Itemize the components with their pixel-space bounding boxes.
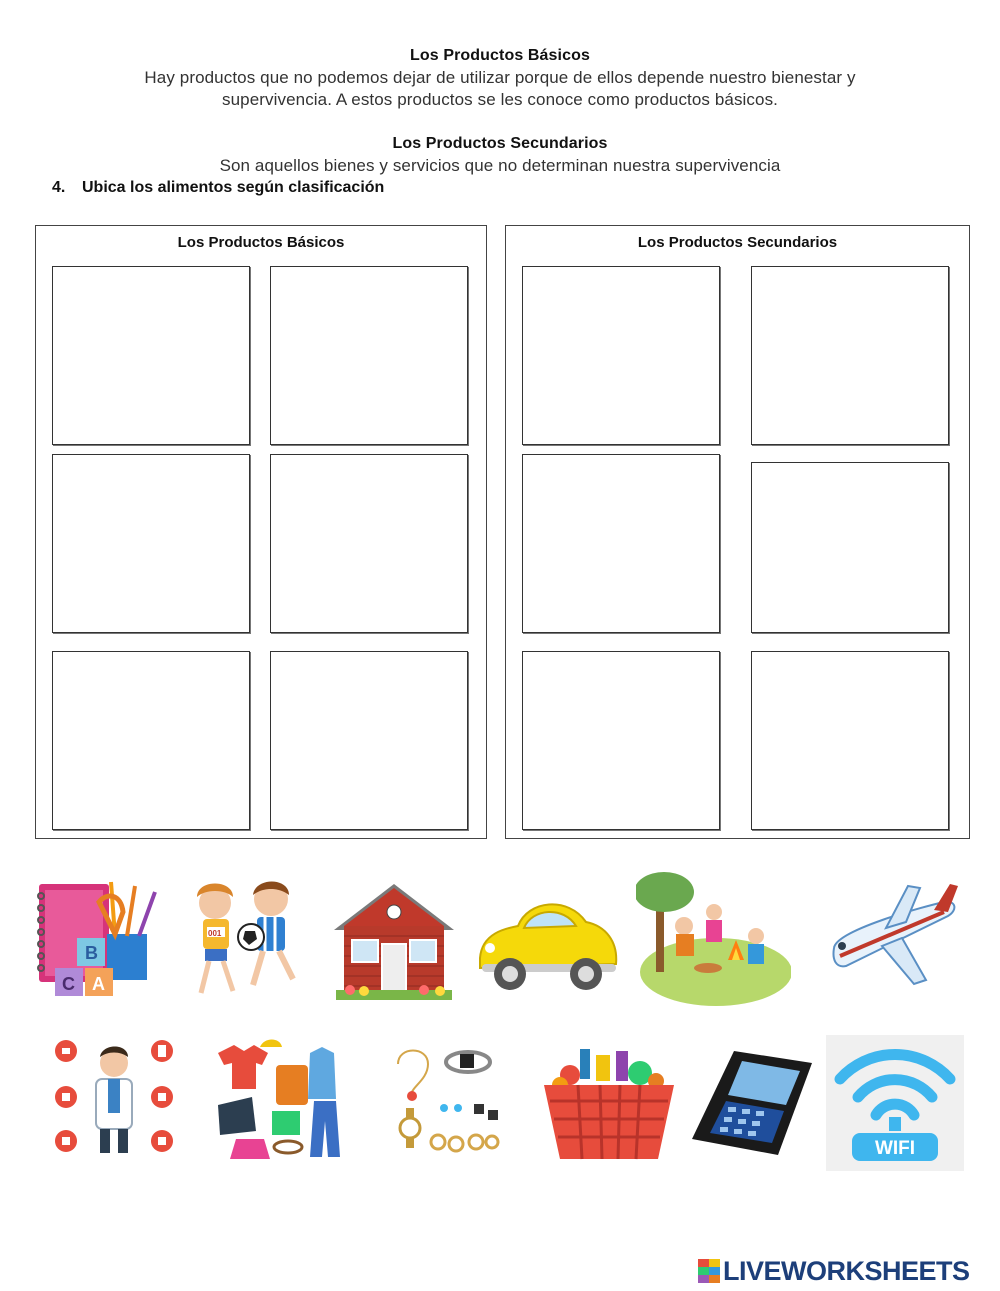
secondary-drop-zone-2[interactable] [751,266,949,445]
secondary-drop-zone-3[interactable] [522,454,720,633]
block-letter-a: A [92,974,105,994]
basic-products-panel [35,225,487,839]
wifi-icon[interactable] [826,1035,964,1171]
liveworksheets-logo[interactable] [698,1256,970,1286]
jersey-number: 001 [208,929,222,938]
block-letter-b: B [85,943,98,963]
basic-products-definition-line1: Hay productos que no podemos dejar de utilizar porque de ellos depende nuestro bienestar y [144,68,856,87]
basic-drop-zone-6[interactable] [270,651,468,830]
school-supplies-icon[interactable] [35,872,163,1002]
yellow-car-icon[interactable] [472,888,622,1000]
doctor-health-icon[interactable] [52,1035,177,1160]
question-4 [52,179,384,197]
basic-drop-zone-4[interactable] [270,454,468,633]
basic-drop-zone-3[interactable] [52,454,250,633]
secondary-products-panel [505,225,970,839]
block-letter-c: C [62,974,75,994]
mobile-phone-icon[interactable] [686,1045,818,1157]
basic-panel-title: Los Productos Básicos [177,234,345,251]
liveworksheets-blocks-icon [698,1259,720,1283]
basic-drop-zone-5[interactable] [52,651,250,830]
secondary-products-heading: Los Productos Secundarios [392,135,608,152]
wifi-label: WIFI [874,1138,916,1159]
clothing-icon[interactable] [210,1035,350,1165]
secondary-drop-zone-5[interactable] [522,651,720,830]
basic-products-heading: Los Productos Básicos [410,47,590,64]
secondary-panel-title: Los Productos Secundarios [637,234,838,251]
basic-drop-zone-2[interactable] [270,266,468,445]
secondary-products-definition: Son aquellos bienes y servicios que no determinan nuestra supervivencia [219,156,781,175]
liveworksheets-wordmark: LIVEWORKSHEETS [723,1255,970,1286]
house-icon[interactable] [330,878,458,1002]
family-camping-icon[interactable] [636,872,791,1007]
basic-drop-zone-1[interactable] [52,266,250,445]
question-number: 4. [52,179,66,196]
question-text: Ubica los alimentos según clasificación [82,179,385,196]
grocery-basket-icon[interactable] [540,1045,678,1165]
secondary-drop-zone-1[interactable] [522,266,720,445]
kids-playing-soccer-icon[interactable] [175,875,313,1005]
airplane-icon[interactable] [826,880,961,990]
basic-products-definition-line2: supervivencia. A estos productos se les conoce como productos básicos. [221,90,779,109]
jewelry-icon[interactable] [388,1042,506,1160]
secondary-drop-zone-4[interactable] [751,462,949,633]
secondary-drop-zone-6[interactable] [751,651,949,830]
